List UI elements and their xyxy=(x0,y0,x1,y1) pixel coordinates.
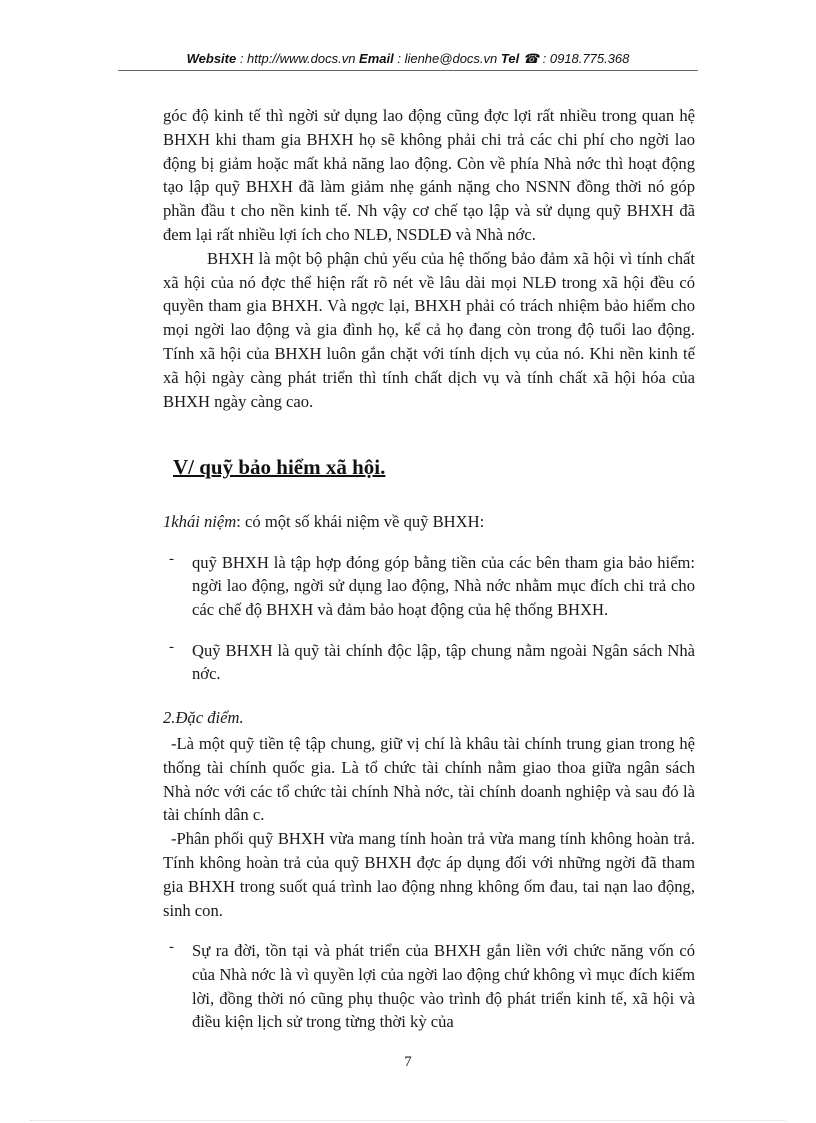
concept-bullet-1 xyxy=(163,551,695,622)
concept-block xyxy=(163,510,695,703)
concept-subhead xyxy=(163,510,695,534)
features-block xyxy=(163,706,695,1051)
page-number: 7 xyxy=(404,1054,412,1070)
features-paragraph-2: -Phân phối quỹ BHXH vừa mang tính hoàn trả vừa mang tính không hoàn trả. Tính không hoàn trả của quỹ BHXH đợc áp dụng đối với những ngời đã tham gia BHXH trong suốt quá trình lao động nhng không ốm đau, tai nạn lao động, sinh con. xyxy=(163,829,695,920)
header-divider xyxy=(118,70,698,71)
section-heading: V/ quỹ bảo hiểm xã hội. xyxy=(173,455,386,479)
bullet-dash-icon: - xyxy=(169,550,174,567)
page-header xyxy=(0,51,816,67)
features-bullet xyxy=(163,939,695,1034)
bullet-dash-icon: - xyxy=(169,938,174,955)
concept-bullet-text: quỹ BHXH là tập hợp đóng góp bằng tiền của các bên tham gia bảo hiểm: ngời lao động, ngời sử dụng lao động, Nhà nớc nhằm mục đích chi trả cho các chế độ BHXH và đảm bảo hoạt động của hệ thống BHXH. xyxy=(192,552,695,620)
paragraph-2: BHXH là một bộ phận chủ yếu của hệ thống bảo đảm xã hội vì tính chất xã hội của nó đợc thể hiện rất rõ nét về lâu dài mọi NLĐ trong xã hội đều có quyền tham gia BHXH. Và ngợc lại, BHXH phải có trách nhiệm bảo hiểm cho mọi ngời lao động và gia đình họ, kể cả họ đang còn trong độ tuổi lao động. Tính xã hội của BHXH luôn gắn chặt với tính dịch vụ của nó. Khi nền kinh tế xã hội ngày càng phát triển thì tính chất dịch vụ và tính chất xã hội hóa của BHXH ngày càng cao. xyxy=(163,248,695,411)
website-label: Website xyxy=(186,51,237,66)
concept-text: : có một số khái niệm về quỹ BHXH: xyxy=(236,512,485,531)
concept-bullet-text: Quỹ BHXH là quỹ tài chính độc lập, tập chung nằm ngoài Ngân sách Nhà nớc. xyxy=(192,640,695,684)
features-bullet-text: Sự ra đời, tồn tại và phát triển của BHXH gắn liền với chức năng vốn có của Nhà nớc là vì quyền lợi của ngời lao động chứ không vì mục đích kiếm lời, đồng thời nó cũng phụ thuộc vào trình độ phát triển kinh tế, xã hội và điều kiện lịch sử trong từng thời kỳ của xyxy=(192,940,695,1032)
features-subhead: 2.Đặc điểm. xyxy=(163,708,244,727)
footer-divider xyxy=(30,1120,786,1121)
concept-bullet-2 xyxy=(163,639,695,687)
paragraph-1: góc độ kinh tế thì ngời sử dụng lao động cũng đợc lợi rất nhiều trong quan hệ BHXH khi tham gia BHXH họ sẽ không phải chi trả các chi phí cho ngời lao động bị giảm hoặc mất khả năng lao động. Còn về phía Nhà nớc thì hoạt động tạo lập quỹ BHXH đã làm giảm nhẹ gánh nặng cho NSNN đồng thời nó góp phần đầu t cho nền kinh tế. Nh vậy cơ chế tạo lập và sử dụng quỹ BHXH đã đem lại rất nhiều lợi ích cho NLĐ, NSDLĐ và Nhà nớc. xyxy=(163,106,695,244)
tel-label: Tel xyxy=(500,51,520,66)
email-value: : lienhe@docs.vn xyxy=(393,51,501,66)
email-label: Email xyxy=(359,51,394,66)
features-paragraph-1: -Là một quỹ tiền tệ tập chung, giữ vị chí là khâu tài chính trung gian trong hệ thống tài chính quốc gia. Là tổ chức tài chính nằm giao thoa giữa ngân sách Nhà nớc với các tổ chức tài chính Nhà nớc, tài chính doanh nghiệp và sau đó là tài chính dân c. xyxy=(163,734,695,825)
tel-value: : 0918.775.368 xyxy=(539,51,630,66)
intro-block xyxy=(163,104,695,413)
website-value: : http://www.docs.vn xyxy=(236,51,360,66)
phone-icon: ☎ xyxy=(522,51,540,66)
concept-label: 1khái niệm xyxy=(163,512,237,531)
bullet-dash-icon: - xyxy=(169,638,174,655)
